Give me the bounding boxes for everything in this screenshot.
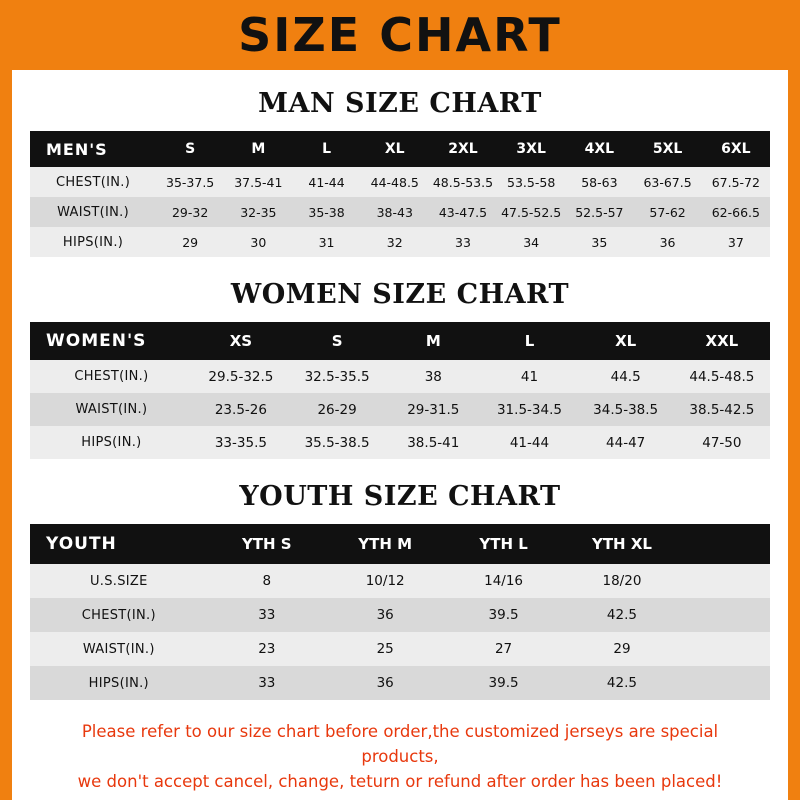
table-cell: 23.5-26 xyxy=(193,393,289,426)
women-row-label-waist: WAIST(IN.) xyxy=(30,393,193,426)
table-cell: 29-32 xyxy=(156,197,224,227)
men-col-5xl: 5XL xyxy=(633,131,701,167)
footer-note-line2: we don't accept cancel, change, teturn or refund after order has been placed! xyxy=(77,771,723,791)
table-cell-spacer xyxy=(681,564,770,598)
youth-col-m: YTH M xyxy=(326,524,444,564)
youth-header-label: YOUTH xyxy=(30,524,208,564)
table-cell: 35-37.5 xyxy=(156,167,224,197)
table-cell: 26-29 xyxy=(289,393,385,426)
table-cell: 33 xyxy=(208,598,326,632)
table-cell: 36 xyxy=(326,666,444,700)
table-cell: 39.5 xyxy=(444,666,562,700)
table-cell: 35.5-38.5 xyxy=(289,426,385,459)
table-cell: 8 xyxy=(208,564,326,598)
men-col-l: L xyxy=(292,131,360,167)
table-cell: 38 xyxy=(385,360,481,393)
table-row xyxy=(30,666,770,700)
table-row xyxy=(30,227,770,257)
table-cell: 37 xyxy=(702,227,770,257)
page-header xyxy=(12,0,788,70)
women-col-xl: XL xyxy=(578,322,674,360)
youth-col-l: YTH L xyxy=(444,524,562,564)
table-row xyxy=(30,598,770,632)
table-row xyxy=(30,426,770,459)
table-cell: 42.5 xyxy=(563,598,681,632)
table-cell: 43-47.5 xyxy=(429,197,497,227)
table-header-row xyxy=(30,524,770,564)
table-cell: 29-31.5 xyxy=(385,393,481,426)
men-table-body xyxy=(30,167,770,257)
women-col-l: L xyxy=(481,322,577,360)
women-col-s: S xyxy=(289,322,385,360)
table-cell: 52.5-57 xyxy=(565,197,633,227)
table-cell: 44.5-48.5 xyxy=(674,360,770,393)
table-cell: 47-50 xyxy=(674,426,770,459)
youth-table-head xyxy=(30,524,770,564)
table-cell: 36 xyxy=(633,227,701,257)
table-cell: 47.5-52.5 xyxy=(497,197,565,227)
table-cell: 35 xyxy=(565,227,633,257)
women-row-label-hips: HIPS(IN.) xyxy=(30,426,193,459)
table-cell: 18/20 xyxy=(563,564,681,598)
men-row-label-waist: WAIST(IN.) xyxy=(30,197,156,227)
women-table-head xyxy=(30,322,770,360)
footer-note xyxy=(30,720,770,794)
table-cell: 63-67.5 xyxy=(633,167,701,197)
table-cell: 30 xyxy=(224,227,292,257)
men-col-3xl: 3XL xyxy=(497,131,565,167)
table-cell: 32-35 xyxy=(224,197,292,227)
women-header-label: WOMEN'S xyxy=(30,322,193,360)
women-col-m: M xyxy=(385,322,481,360)
men-col-4xl: 4XL xyxy=(565,131,633,167)
table-cell: 23 xyxy=(208,632,326,666)
table-cell: 67.5-72 xyxy=(702,167,770,197)
table-cell-spacer xyxy=(681,666,770,700)
table-row xyxy=(30,632,770,666)
men-row-label-chest: CHEST(IN.) xyxy=(30,167,156,197)
table-cell: 32 xyxy=(361,227,429,257)
table-cell-spacer xyxy=(681,598,770,632)
page-title: SIZE CHART xyxy=(238,8,562,62)
table-cell: 14/16 xyxy=(444,564,562,598)
table-cell: 62-66.5 xyxy=(702,197,770,227)
youth-col-s: YTH S xyxy=(208,524,326,564)
youth-row-label-chest: CHEST(IN.) xyxy=(30,598,208,632)
table-cell: 44.5 xyxy=(578,360,674,393)
table-cell: 36 xyxy=(326,598,444,632)
table-row xyxy=(30,393,770,426)
footer-note-line1: Please refer to our size chart before order,the customized jerseys are special products, xyxy=(81,722,719,766)
women-row-label-chest: CHEST(IN.) xyxy=(30,360,193,393)
women-table-body xyxy=(30,360,770,459)
chart-content xyxy=(12,88,788,794)
women-col-xs: XS xyxy=(193,322,289,360)
table-cell: 58-63 xyxy=(565,167,633,197)
table-cell: 44-47 xyxy=(578,426,674,459)
table-cell: 41 xyxy=(481,360,577,393)
table-cell: 29.5-32.5 xyxy=(193,360,289,393)
table-row xyxy=(30,360,770,393)
women-col-xxl: XXL xyxy=(674,322,770,360)
table-cell: 37.5-41 xyxy=(224,167,292,197)
table-cell: 32.5-35.5 xyxy=(289,360,385,393)
table-cell: 31.5-34.5 xyxy=(481,393,577,426)
table-cell: 38.5-41 xyxy=(385,426,481,459)
section-title-women: WOMEN SIZE CHART xyxy=(230,279,570,310)
table-cell: 33 xyxy=(429,227,497,257)
table-cell: 39.5 xyxy=(444,598,562,632)
youth-row-label-ussize: U.S.SIZE xyxy=(30,564,208,598)
youth-table-body xyxy=(30,564,770,700)
table-cell-spacer xyxy=(681,632,770,666)
table-row xyxy=(30,197,770,227)
table-cell: 38.5-42.5 xyxy=(674,393,770,426)
section-title-youth: YOUTH SIZE CHART xyxy=(239,481,561,512)
table-cell: 25 xyxy=(326,632,444,666)
table-cell: 33 xyxy=(208,666,326,700)
table-cell: 31 xyxy=(292,227,360,257)
table-cell: 10/12 xyxy=(326,564,444,598)
men-col-m: M xyxy=(224,131,292,167)
table-row xyxy=(30,167,770,197)
women-size-table xyxy=(30,322,770,459)
youth-size-table xyxy=(30,524,770,700)
table-cell: 34.5-38.5 xyxy=(578,393,674,426)
table-header-row xyxy=(30,131,770,167)
table-cell: 41-44 xyxy=(292,167,360,197)
men-table-head xyxy=(30,131,770,167)
table-cell: 33-35.5 xyxy=(193,426,289,459)
table-cell: 29 xyxy=(156,227,224,257)
table-cell: 29 xyxy=(563,632,681,666)
table-cell: 38-43 xyxy=(361,197,429,227)
table-row xyxy=(30,564,770,598)
youth-col-spacer xyxy=(681,524,770,564)
table-cell: 27 xyxy=(444,632,562,666)
youth-col-xl: YTH XL xyxy=(563,524,681,564)
men-row-label-hips: HIPS(IN.) xyxy=(30,227,156,257)
table-cell: 44-48.5 xyxy=(361,167,429,197)
table-header-row xyxy=(30,322,770,360)
table-cell: 48.5-53.5 xyxy=(429,167,497,197)
table-cell: 53.5-58 xyxy=(497,167,565,197)
men-col-xl: XL xyxy=(361,131,429,167)
men-header-label: MEN'S xyxy=(30,131,156,167)
men-col-s: S xyxy=(156,131,224,167)
men-size-table xyxy=(30,131,770,257)
table-cell: 57-62 xyxy=(633,197,701,227)
table-cell: 35-38 xyxy=(292,197,360,227)
section-title-men: MAN SIZE CHART xyxy=(258,88,542,119)
youth-row-label-waist: WAIST(IN.) xyxy=(30,632,208,666)
men-col-2xl: 2XL xyxy=(429,131,497,167)
men-col-6xl: 6XL xyxy=(702,131,770,167)
table-cell: 41-44 xyxy=(481,426,577,459)
table-cell: 42.5 xyxy=(563,666,681,700)
youth-row-label-hips: HIPS(IN.) xyxy=(30,666,208,700)
table-cell: 34 xyxy=(497,227,565,257)
